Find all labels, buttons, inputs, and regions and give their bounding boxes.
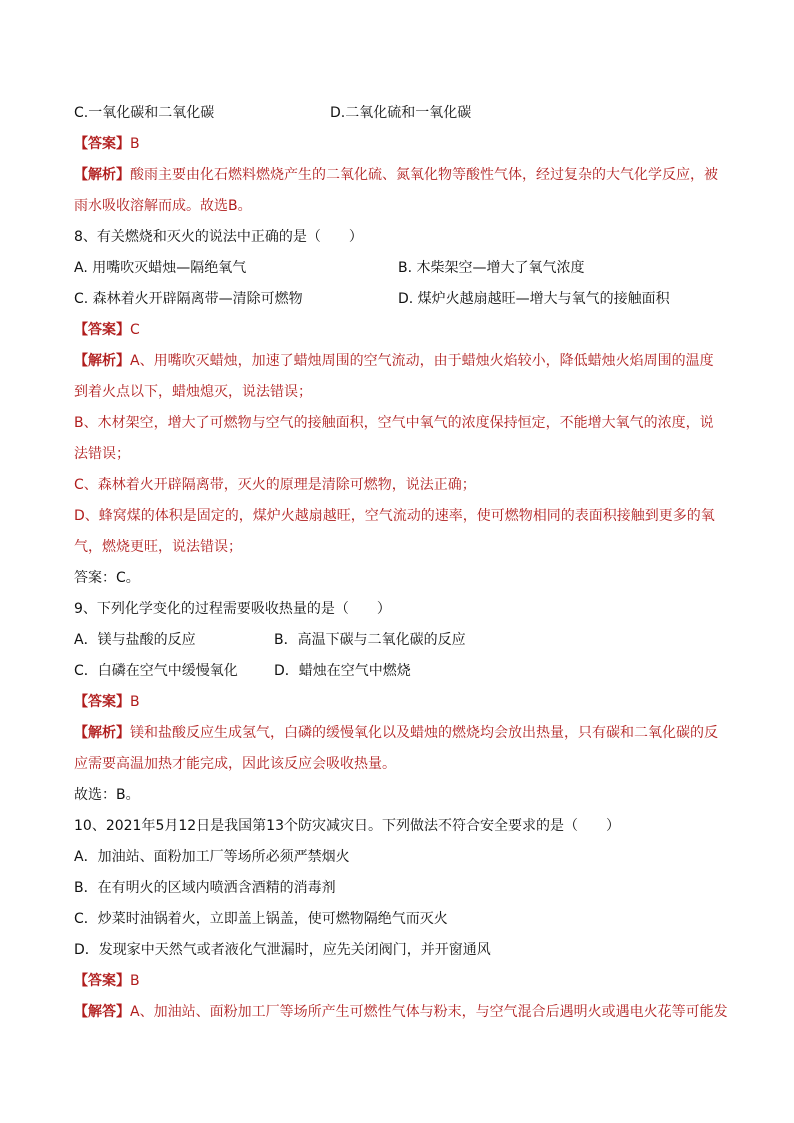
q8-option-d: D. 煤炉火越扇越旺—增大与氧气的接触面积 bbox=[398, 291, 670, 307]
q7-answer-tag: 【答案】 bbox=[74, 136, 130, 152]
q8-analysis-a-text: A、用嘴吹灭蜡烛，加速了蜡烛周围的空气流动，由于蜡烛火焰较小，降低蜡烛火焰周围的温度到着火点以下，蜡烛熄灭，说法错误； bbox=[74, 353, 714, 400]
q10-analysis-text: A、加油站、面粉加工厂等场所产生可燃性气体与粉末，与空气混合后遇明火或遇电火花等可能发 bbox=[130, 1004, 728, 1020]
q8-options-ab bbox=[74, 253, 724, 284]
q7-analysis bbox=[74, 160, 724, 222]
q10-option-d: D．发现家中天然气或者液化气泄漏时，应先关闭阀门，并开窗通风 bbox=[74, 942, 491, 958]
q8-analysis-d: D、蜂窝煤的体积是固定的，煤炉火越扇越旺，空气流动的速率，使可燃物相同的表面积接触到更多的氧气，燃烧更旺，说法错误； bbox=[74, 508, 715, 555]
q8-options-cd bbox=[74, 284, 724, 315]
q10-stem: 10、2021年5月12日是我国第13个防灾减灾日。下列做法不符合安全要求的是（ ） bbox=[74, 818, 620, 834]
q8-answer-tag: 【答案】 bbox=[74, 322, 130, 338]
document-page bbox=[74, 98, 728, 1028]
q8-analysis-tag: 【解析】 bbox=[74, 353, 130, 369]
q9-options-ab bbox=[74, 625, 724, 656]
q9-answer-tag: 【答案】 bbox=[74, 694, 130, 710]
q9-answer-value: B bbox=[130, 694, 140, 710]
q10-analysis-tag: 【解答】 bbox=[74, 1004, 130, 1020]
q8-answer bbox=[74, 315, 724, 346]
q7-analysis-tag: 【解析】 bbox=[74, 167, 130, 183]
q10-answer-value: B bbox=[130, 973, 140, 989]
q9-option-b: B．高温下碳与二氧化碳的反应 bbox=[274, 632, 466, 648]
q8-analysis-b: B、木材架空，增大了可燃物与空气的接触面积，空气中氧气的浓度保持恒定，不能增大氧气的浓度，说法错误； bbox=[74, 415, 714, 462]
q9-stem: 9、下列化学变化的过程需要吸收热量的是（ ） bbox=[74, 601, 391, 617]
q10-option-c: C．炒菜时油锅着火，立即盖上锅盖，使可燃物隔绝气而灭火 bbox=[74, 911, 448, 927]
q9-option-c: C．白磷在空气中缓慢氧化 bbox=[74, 663, 238, 679]
q7-option-d: D.二氧化硫和一氧化碳 bbox=[330, 105, 472, 121]
q10-option-b: B．在有明火的区域内喷洒含酒精的消毒剂 bbox=[74, 880, 336, 896]
q8-analysis-a bbox=[74, 346, 724, 408]
q10-analysis bbox=[74, 997, 728, 1028]
q7-analysis-text: 酸雨主要由化石燃料燃烧产生的二氧化硫、氮氧化物等酸性气体，经过复杂的大气化学反应，被雨水吸收溶解而成。故选B。 bbox=[74, 167, 718, 214]
q8-analysis-c: C、森林着火开辟隔离带，灭火的原理是清除可燃物，说法正确； bbox=[74, 477, 476, 493]
q7-answer-value: B bbox=[130, 136, 140, 152]
q8-option-b: B. 木柴架空—增大了氧气浓度 bbox=[398, 260, 585, 276]
q9-answer bbox=[74, 687, 724, 718]
q9-option-a: A．镁与盐酸的反应 bbox=[74, 632, 196, 648]
q8-option-c: C. 森林着火开辟隔离带—清除可燃物 bbox=[74, 291, 303, 307]
q8-option-a: A. 用嘴吹灭蜡烛—隔绝氧气 bbox=[74, 260, 247, 276]
q8-answer-value: C bbox=[130, 322, 140, 338]
q9-analysis-tag: 【解析】 bbox=[74, 725, 130, 741]
q9-analysis bbox=[74, 718, 724, 780]
q8-conclusion: 答案：C。 bbox=[74, 570, 140, 586]
q9-conclusion: 故选：B。 bbox=[74, 787, 140, 803]
q10-option-a: A．加油站、面粉加工厂等场所必须严禁烟火 bbox=[74, 849, 350, 865]
q10-answer-tag: 【答案】 bbox=[74, 973, 130, 989]
q7-options-cd bbox=[74, 98, 724, 129]
q9-option-d: D．蜡烛在空气中燃烧 bbox=[274, 663, 411, 679]
q7-option-c: C.一氧化碳和二氧化碳 bbox=[74, 105, 215, 121]
q10-answer bbox=[74, 966, 724, 997]
q9-analysis-text: 镁和盐酸反应生成氢气，白磷的缓慢氧化以及蜡烛的燃烧均会放出热量，只有碳和二氧化碳的反应需要高温加热才能完成，因此该反应会吸收热量。 bbox=[74, 725, 718, 772]
q7-answer bbox=[74, 129, 724, 160]
q9-options-cd bbox=[74, 656, 724, 687]
q8-stem: 8、有关燃烧和灭火的说法中正确的是（ ） bbox=[74, 229, 363, 245]
